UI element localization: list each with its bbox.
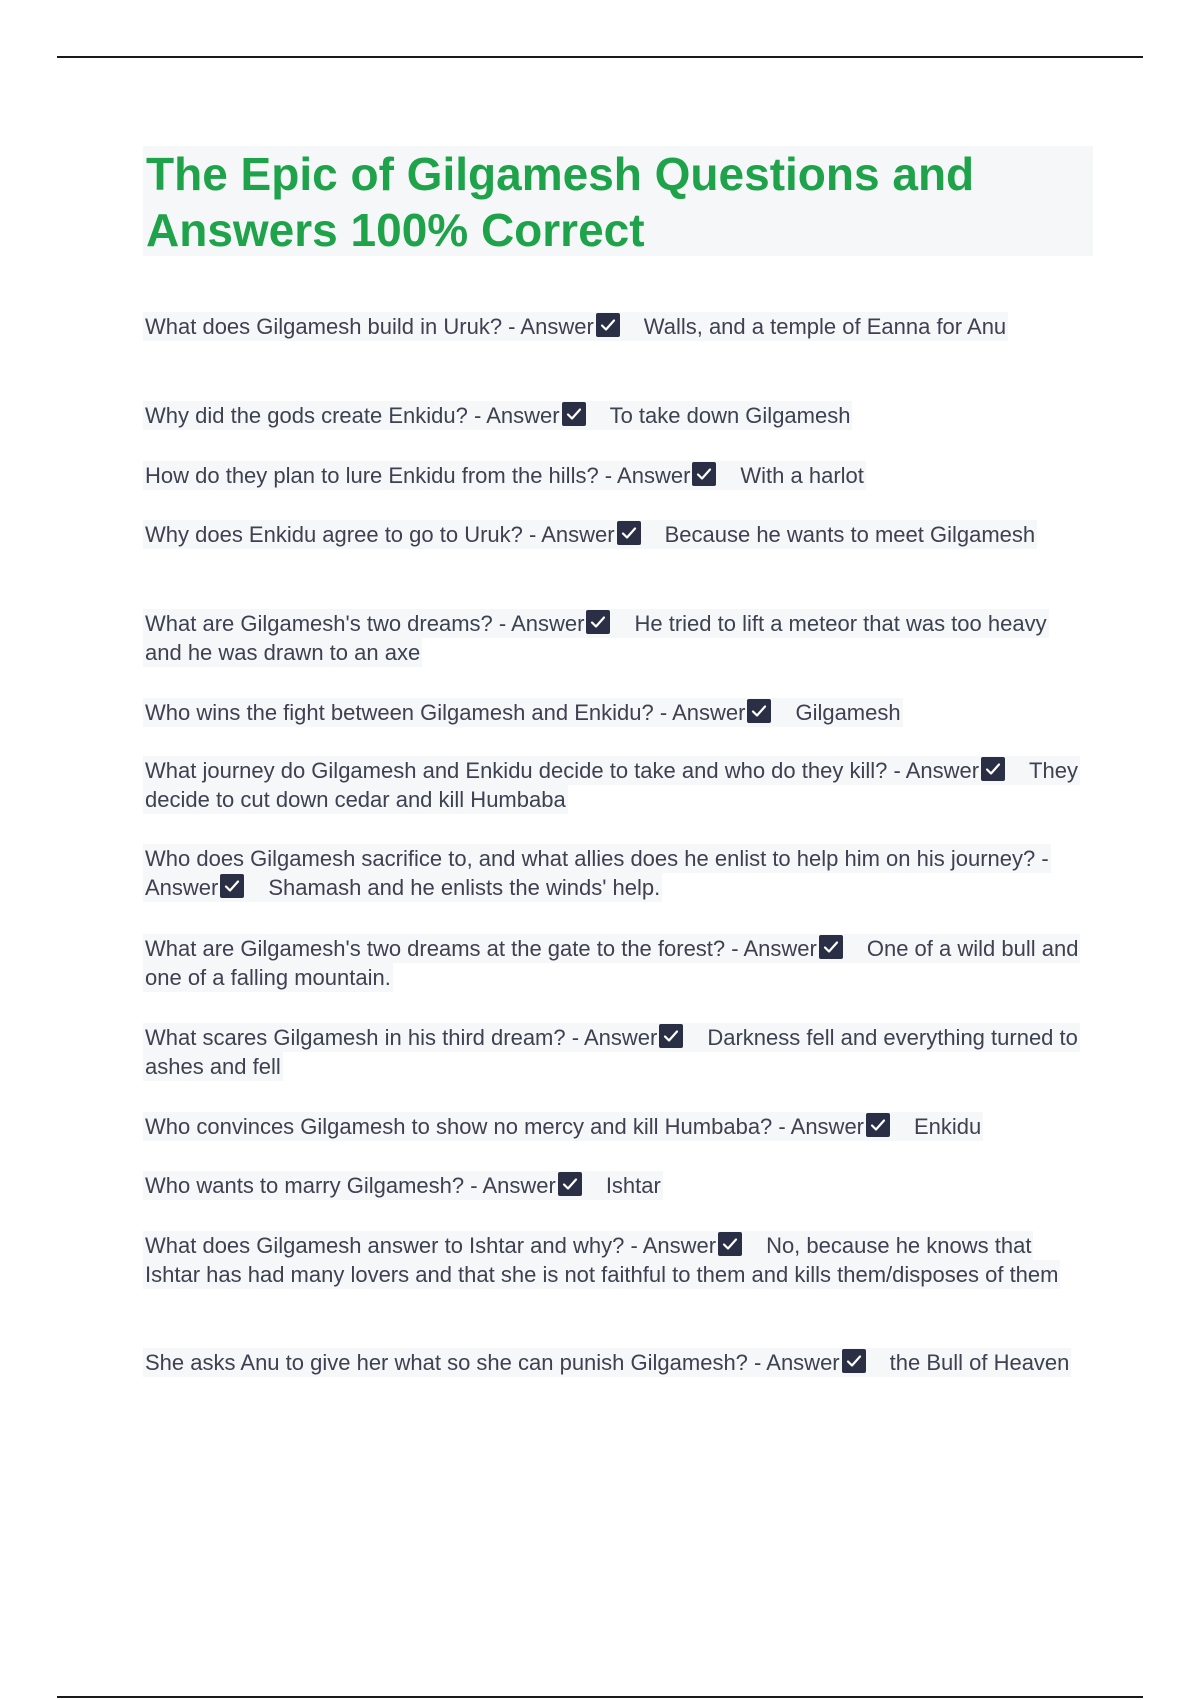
answer-label: Answer	[520, 314, 594, 339]
checkbox-checked-icon	[562, 402, 586, 426]
answer-separator: -	[1035, 846, 1049, 871]
qa-item	[143, 698, 903, 727]
qa-item	[143, 609, 1083, 667]
checkbox-checked-icon	[747, 699, 771, 723]
answer-text: To take down Gilgamesh	[609, 403, 851, 428]
qa-text	[143, 312, 1008, 341]
qa-text	[143, 520, 1037, 549]
answer-separator: -	[492, 611, 512, 636]
checkbox-checked-icon	[596, 313, 620, 337]
qa-text	[143, 1348, 1071, 1377]
answer-label: Answer	[672, 700, 746, 725]
answer-separator: -	[624, 1233, 643, 1258]
checkbox-checked-icon	[659, 1024, 683, 1048]
answer-label: Answer	[583, 1025, 658, 1050]
answer-separator: -	[598, 463, 618, 488]
document-title: The Epic of Gilgamesh Questions and Answers 100% Correct	[146, 148, 975, 256]
qa-text	[143, 844, 1051, 902]
answer-label: Answer	[766, 1350, 840, 1375]
answer-label: Answer	[790, 1114, 864, 1139]
answer-separator: -	[747, 1350, 767, 1375]
answer-separator: -	[565, 1025, 584, 1050]
question-text: What scares Gilgamesh in his third dream?	[145, 1025, 566, 1050]
checkbox-checked-icon	[220, 874, 244, 898]
answer-label: Answer	[511, 611, 585, 636]
question-text: What journey do Gilgamesh and Enkidu decide to take and who do they kill?	[145, 758, 888, 783]
answer-text: Because he wants to meet Gilgamesh	[664, 522, 1036, 547]
answer-text: Darkness fell and everything turned to ashes and fell	[145, 1025, 1078, 1079]
answer-label: Answer	[145, 875, 219, 900]
footer-rule	[57, 1696, 1143, 1698]
checkbox-checked-icon	[718, 1232, 742, 1256]
answer-separator: -	[502, 314, 521, 339]
checkbox-checked-icon	[558, 1172, 582, 1196]
question-text: Why does Enkidu agree to go to Uruk?	[145, 522, 523, 547]
checkbox-checked-icon	[617, 521, 641, 545]
qa-item	[143, 401, 852, 430]
checkbox-checked-icon	[819, 935, 843, 959]
question-text: What are Gilgamesh's two dreams?	[145, 611, 493, 636]
qa-item	[143, 1023, 1083, 1081]
question-text: Who wins the fight between Gilgamesh and Enkidu?	[145, 700, 654, 725]
checkbox-checked-icon	[981, 757, 1005, 781]
qa-item	[143, 934, 1083, 992]
question-text: Who does Gilgamesh sacrifice to, and what allies does he enlist to help him on his journey?	[145, 846, 1036, 871]
question-text: What are Gilgamesh's two dreams at the gate to the forest?	[145, 936, 726, 961]
answer-separator: -	[772, 1114, 791, 1139]
qa-item	[143, 756, 1083, 814]
checkbox-checked-icon	[692, 462, 716, 486]
answer-label: Answer	[642, 1233, 717, 1258]
qa-item	[143, 1112, 983, 1141]
answer-separator: -	[464, 1173, 483, 1198]
qa-text	[143, 698, 903, 727]
answer-text: No, because he knows that Ishtar has had many lovers and that she is not faithful to them and kills them/disposes of them	[145, 1233, 1059, 1287]
qa-item	[143, 1171, 663, 1200]
answer-text: the Bull of Heaven	[889, 1350, 1070, 1375]
qa-item	[143, 312, 1008, 341]
answer-text: Shamash and he enlists the winds' help.	[268, 875, 661, 900]
answer-label: Answer	[617, 463, 691, 488]
header-rule	[57, 56, 1143, 58]
qa-item	[143, 520, 1037, 549]
question-text: Why did the gods create Enkidu?	[145, 403, 468, 428]
qa-text	[143, 401, 852, 430]
answer-text: He tried to lift a meteor that was too heavy and he was drawn to an axe	[145, 611, 1047, 665]
qa-text	[143, 1231, 1060, 1289]
qa-text	[143, 1023, 1080, 1081]
checkbox-checked-icon	[866, 1113, 890, 1137]
answer-label: Answer	[482, 1173, 556, 1198]
question-text: She asks Anu to give her what so she can punish Gilgamesh?	[145, 1350, 748, 1375]
answer-label: Answer	[541, 522, 615, 547]
answer-label: Answer	[486, 403, 560, 428]
answer-separator: -	[522, 522, 542, 547]
answer-text: They decide to cut down cedar and kill Humbaba	[145, 758, 1078, 812]
qa-text	[143, 934, 1080, 992]
checkbox-checked-icon	[586, 610, 610, 634]
answer-text: With a harlot	[740, 463, 864, 488]
qa-item	[143, 844, 1083, 902]
answer-label: Answer	[743, 936, 817, 961]
question-text: Who convinces Gilgamesh to show no mercy and kill Humbaba?	[145, 1114, 773, 1139]
question-text: How do they plan to lure Enkidu from the hills?	[145, 463, 599, 488]
checkbox-checked-icon	[842, 1349, 866, 1373]
qa-text	[143, 461, 866, 490]
answer-text: Enkidu	[914, 1114, 982, 1139]
answer-text: Walls, and a temple of Eanna for Anu	[643, 314, 1007, 339]
title-block	[143, 146, 1093, 256]
question-text: What does Gilgamesh build in Uruk?	[145, 314, 503, 339]
answer-label: Answer	[905, 758, 980, 783]
qa-text	[143, 756, 1080, 814]
answer-text: Gilgamesh	[795, 700, 901, 725]
qa-item	[143, 1348, 1071, 1377]
answer-text: One of a wild bull and one of a falling mountain.	[145, 936, 1079, 990]
qa-text	[143, 1112, 983, 1141]
answer-separator: -	[887, 758, 906, 783]
answer-separator: -	[467, 403, 487, 428]
answer-separator: -	[725, 936, 744, 961]
qa-text	[143, 609, 1049, 667]
answer-text: Ishtar	[605, 1173, 661, 1198]
qa-item	[143, 461, 866, 490]
question-text: What does Gilgamesh answer to Ishtar and why?	[145, 1233, 625, 1258]
qa-item	[143, 1231, 1083, 1289]
qa-text	[143, 1171, 663, 1200]
question-text: Who wants to marry Gilgamesh?	[145, 1173, 465, 1198]
answer-separator: -	[653, 700, 673, 725]
